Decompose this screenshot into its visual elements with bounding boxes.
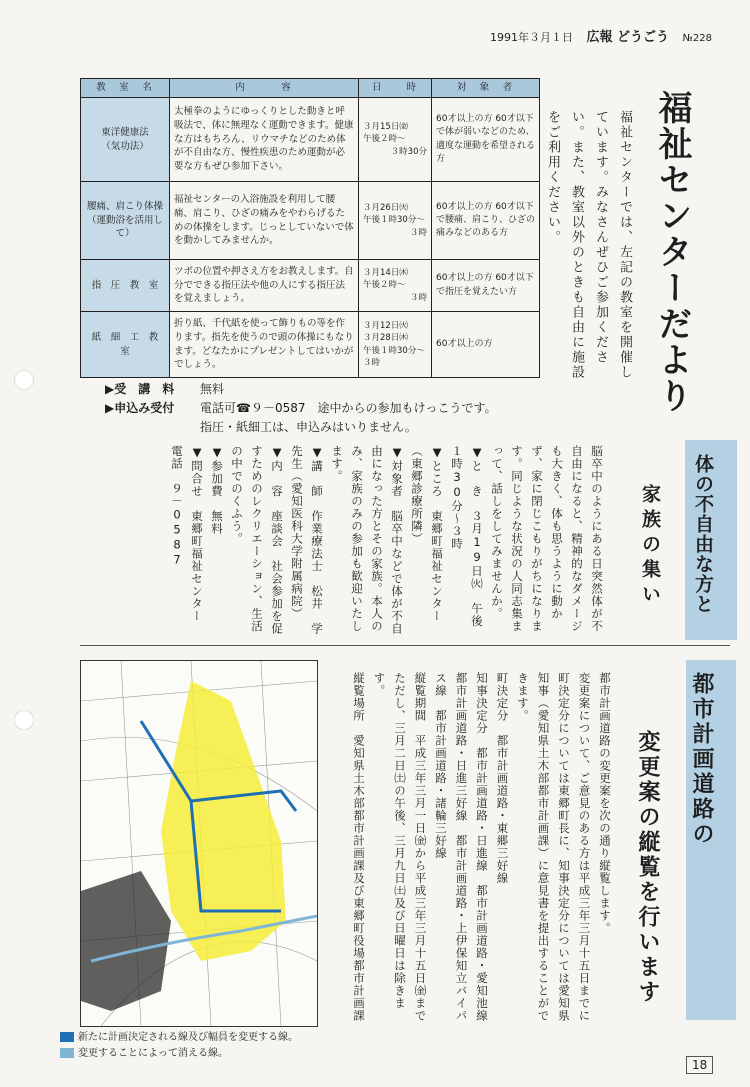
roads-paragraph: 都市計画道路の変更案を次の通り縦覧します。 (598, 672, 612, 935)
event-item-target: ▼対象者 脳卒中などで体が不自由になった方とその家族。本人のみ、家族のみの参加も歓迎いたします。 (330, 445, 404, 635)
legend-item: 変更することによって消える線。 (60, 1046, 298, 1062)
class-target: 60才以上の方 60才以下で指圧を覚えたい方 (432, 260, 540, 312)
class-content: ツボの位置や押さえ方をお教えします。自分でできる指圧法や他の人にする指圧法を覚えましょう。 (170, 260, 359, 312)
section-divider (80, 645, 730, 646)
class-target: 60才以上の方 60才以下で体が弱いなどのため、適度な運動を希望される方 (432, 98, 540, 182)
class-content: 福祉センターの入浴施設を利用して腰痛、肩こり、ひざの痛みをやわらげるための体操をします。じっとしていないで体を動かしてみませんか。 (170, 182, 359, 260)
event-item-fee: ▼参加費 無料 (210, 445, 224, 535)
event-item-when: ▼と き ３月19日㈫ 午後１時30分～３時 (450, 445, 484, 628)
legend-item: 新たに計画決定される線及び幅員を変更する線。 (60, 1030, 298, 1046)
event-item-content: ▼内 容 座談会 社会参加を促すためのレクリエーション、生活の中でのくふう。 (230, 445, 284, 635)
issue-date: 1991年３月１日 (490, 31, 573, 44)
roads-item-place: 縦覧場所 愛知県土木部都市計画課及び東郷町役場都市計画課 (352, 672, 366, 1022)
fee-value: 無料 (200, 382, 225, 396)
table-row (81, 260, 540, 312)
class-schedule-table (80, 78, 540, 378)
page-number: 18 (686, 1056, 713, 1074)
apply-value: 電話可☎９－0587 途中からの参加もけっこうです。 (200, 401, 497, 415)
legend-swatch-new (60, 1032, 74, 1042)
welfare-intro-text: 福祉センターでは、左記の教室を開催しています。みなさんぜひご参加ください。また、教室以外のときも自由に施設をご利用ください。 (545, 110, 632, 380)
publication-logo: 広報 どうごう (586, 30, 670, 45)
roads-item-governor: 知事決定分 都市計画道路・日進線 都市計画道路・愛知池線 (475, 672, 489, 1022)
road-plan-map (80, 660, 318, 1027)
roads-item-lines: 都市計画道路・日進三好線 都市計画道路・上伊保知立バイパス線 都市計画道路・諸輪三好線 (434, 672, 469, 1022)
planned-area (161, 681, 286, 961)
class-content: 太極拳のようにゆっくりとした動きと呼吸法で、体に無理なく運動できます。健康な方はもちろん、リウマチなどのため体が不自由な方、慢性疾患のため運動が必要な方もぜひ参加下さい。 (170, 98, 359, 182)
class-name: 指 圧 教 室 (81, 260, 170, 312)
header-date-time: 日 時 (359, 79, 432, 98)
event-item-lecturer: ▼講 師 作業療法士 松井 学 先生（愛知医科大学附属病院） (290, 445, 324, 648)
class-name: 東洋健康法 （気功法） (81, 98, 170, 182)
event-item-contact: ▼問合せ 東郷町福祉センター 電話 ９－0587 (170, 445, 204, 635)
class-content: 折り紙、千代紙を使って飾りもの等を作ります。指先を使うので頭の体操にもなります。どなたかにプレゼントしてはいかがでしょう。 (170, 312, 359, 378)
class-name: 腰痛、肩こり体操 （運動浴を活用して） (81, 182, 170, 260)
roads-item-town: 町決定分 都市計画道路・東郷三好線 (495, 672, 510, 885)
table-row (81, 312, 540, 378)
class-target: 60才以上の方 (432, 312, 540, 378)
class-time: ３月26日㈫ 午後１時30分～ ３時 (359, 182, 432, 260)
event-body (107, 445, 607, 648)
apply-label: ▶申込み受付 (105, 401, 175, 415)
roads-body (325, 672, 615, 1035)
event-item-where: ▼ところ 東郷町福祉センター（東郷診療所隣） (410, 445, 444, 623)
roads-title: 都市計画道路の (689, 672, 714, 847)
table-row (81, 98, 540, 182)
binder-hole (14, 370, 34, 390)
event-subtitle: 家族の集い (639, 484, 661, 609)
issue-number: №228 (682, 33, 713, 44)
header-content: 内 容 (170, 79, 359, 98)
map-legend (60, 1030, 298, 1062)
fee-application-info (105, 380, 497, 437)
fee-label: ▶受 講 料 (105, 382, 175, 396)
page-header (490, 26, 712, 45)
class-time: ３月15日㈮ 午後２時～ ３時30分 (359, 98, 432, 182)
header-target: 対 象 者 (432, 79, 540, 98)
binder-hole (14, 710, 34, 730)
roads-paragraph: 変更案について、ご意見のある方は平成三年三月十五日までに町決定分については東郷町長に、知事決定分については愛知県知事（愛知県土木部都市計画課）に意見書を提出することができます。 (516, 672, 592, 1022)
welfare-section-title: 福祉センターだより (652, 90, 692, 414)
class-name: 紙 細 工 教 室 (81, 312, 170, 378)
apply-note: 指圧・紙細工は、申込みはいりません。 (200, 420, 417, 434)
map-drawing (81, 661, 317, 1026)
event-title: 体の不自由な方と (692, 454, 714, 614)
table-row (81, 182, 540, 260)
urban-area (81, 871, 171, 1011)
event-paragraph: 脳卒中のようにある日突然体が不自由になると、精神的なダメージも大きく、体も思うように動かず、家に閉じこもりがちになります。同じような状況の人同志集まって、話しをしてみませんか。 (490, 445, 604, 633)
class-time: ３月12日㈫ ３月28日㈭ 午後１時30分～３時 (359, 312, 432, 378)
header-class-name: 教 室 名 (81, 79, 170, 98)
class-time: ３月14日㈭ 午後２時～ ３時 (359, 260, 432, 312)
table-header-row (81, 79, 540, 98)
class-target: 60才以上の方 60才以下で腰痛、肩こり、ひざの痛みなどのある方 (432, 182, 540, 260)
roads-subtitle: 変更案の縦覧を行います (635, 730, 660, 1005)
legend-swatch-removed (60, 1048, 74, 1058)
roads-item-period: 縦覧期間 平成三年三月一日㈮から平成三年三月十五日㈮まで ただし、三月二日㈯の午後、三月九日㈯及び日曜日は除きます。 (372, 672, 428, 1035)
